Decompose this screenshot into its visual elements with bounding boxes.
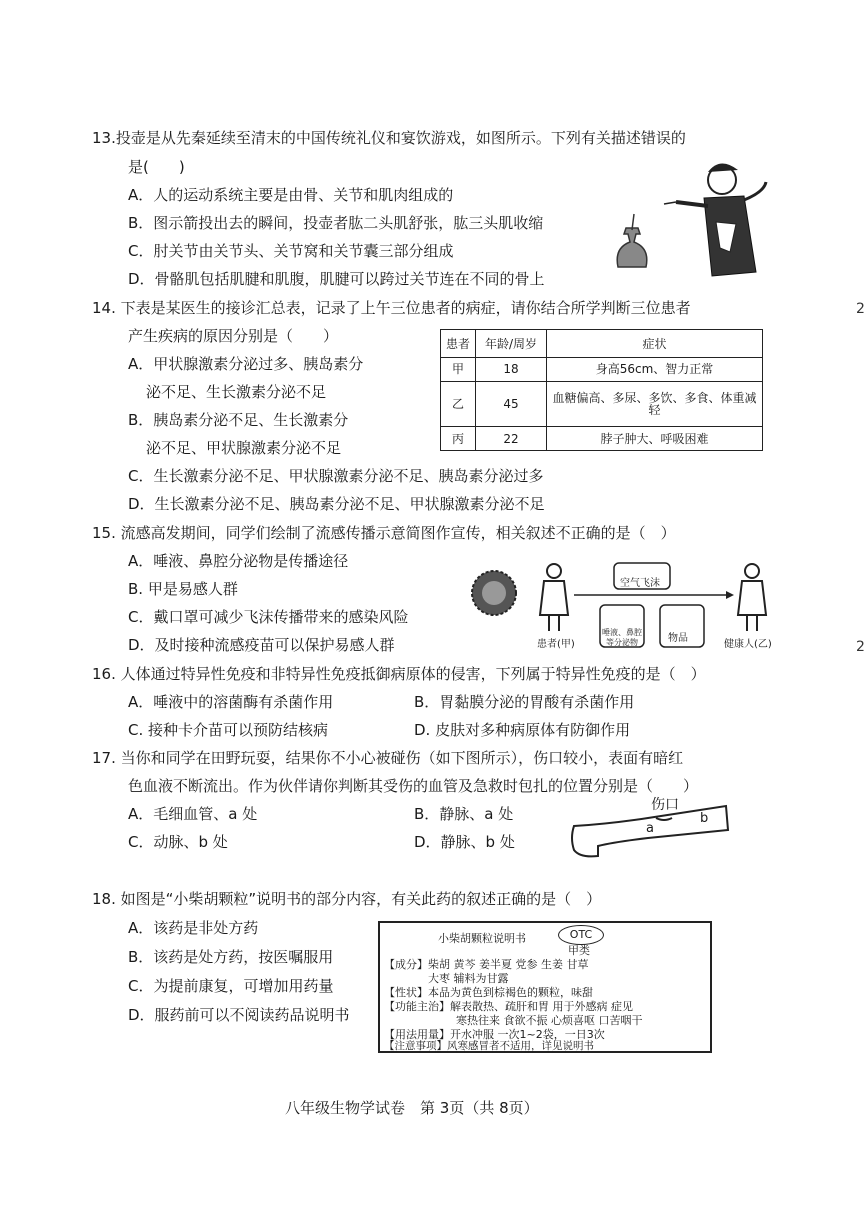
q15-option-b: B. 甲是易感人群 [128, 580, 238, 598]
q16-option-a: A．唾液中的溶菌酶有杀菌作用 [128, 693, 334, 711]
table-row [441, 381, 763, 427]
table-cell: 血糖偏高、多尿、多饮、多食、体重减轻 [547, 381, 763, 427]
q17-option-a: A．毛细血管、a 处 [128, 805, 258, 823]
q17-stem-line1: 17. 当你和同学在田野玩耍，结果你不小心被碰伤（如下图所示），伤口较小，表面有暗红 [92, 749, 684, 767]
q18-option-b: B．该药是处方药，按医嘱服用 [128, 948, 334, 966]
table-cell: 身高56cm、智力正常 [547, 358, 763, 382]
q18-stem: 18. 如图是“小柴胡颗粒”说明书的部分内容，有关此药的叙述正确的是（ ） [92, 890, 602, 908]
q17-option-b: B．静脉、a 处 [414, 805, 514, 823]
ingredients-line: 【成分】柴胡 黄芩 姜半夏 党参 生姜 甘草 [384, 958, 589, 971]
q14-option-a2: 泌不足、生长激素分泌不足 [146, 383, 327, 401]
class-a-label: 甲类 [568, 944, 590, 957]
items-label: 物品 [668, 633, 688, 644]
q15-option-d: D．及时接种流感疫苗可以保护易感人群 [128, 636, 395, 654]
q14-option-b2: 泌不足、甲状腺激素分泌不足 [146, 439, 342, 457]
q14-option-b1: B．胰岛素分泌不足、生长激素分 [128, 411, 349, 429]
indications-line-2: 寒热往来 食欲不振 心烦喜呕 口苦咽干 [456, 1014, 643, 1027]
q18-option-d: D．服药前可以不阅读药品说明书 [128, 1006, 350, 1024]
q17-option-d: D．静脉、b 处 [414, 833, 515, 851]
table-header: 患者 [441, 330, 476, 358]
q15-option-a: A．唾液、鼻腔分泌物是传播途径 [128, 552, 349, 570]
table-cell: 丙 [441, 427, 476, 451]
q14-option-d: D．生长激素分泌不足、胰岛素分泌不足、甲状腺激素分泌不足 [128, 495, 545, 513]
point-a-label: a [646, 821, 654, 836]
table-cell: 脖子肿大、呼吸困难 [547, 427, 763, 451]
patient-label: 患者(甲) [537, 639, 575, 650]
q14-stem-line2: 产生疾病的原因分别是（ ） [128, 327, 339, 345]
table-row [441, 358, 763, 382]
wound-label: 伤口 [651, 797, 679, 813]
q14-option-c: C．生长激素分泌不足、甲状腺激素分泌不足、胰岛素分泌过多 [128, 467, 544, 485]
q18-option-c: C．为提前康复，可增加用药量 [128, 977, 334, 995]
q13-option-b: B．图示箭投出去的瞬间，投壶者肱二头肌舒张，肱三头肌收缩 [128, 214, 544, 232]
q18-option-a: A．该药是非处方药 [128, 919, 259, 937]
page-footer: 八年级生物学试卷 第 3页（共 8页） [285, 1099, 539, 1117]
table-row [441, 427, 763, 451]
patient-table [440, 329, 763, 451]
table-cell: 乙 [441, 381, 476, 427]
otc-badge: OTC [558, 925, 604, 945]
q16-option-d: D. 皮肤对多种病原体有防御作用 [414, 721, 631, 739]
table-header: 症状 [547, 330, 763, 358]
q13-stem-line1: 13.投壶是从先秦延续至清末的中国传统礼仪和宴饮游戏，如图所示。下列有关描述错误的 [92, 129, 686, 147]
air-droplet-label: 空气飞沫 [620, 578, 660, 589]
table-header-row [441, 330, 763, 358]
indications-line: 【功能主治】解表散热、疏肝和胃 用于外感病 症见 [384, 1000, 633, 1013]
q15-stem: 15. 流感高发期间，同学们绘制了流感传播示意简图作宣传，相关叙述不正确的是（ ） [92, 524, 676, 542]
saliva-label: 唾液、鼻腔等分泌物 [602, 628, 642, 647]
instruction-title: 小柴胡颗粒说明书 [438, 932, 526, 945]
q17-stem-line2: 色血液不断流出。作为伙伴请你判断其受伤的血管及急救时包扎的位置分别是（ ） [128, 777, 699, 795]
q13-option-a: A．人的运动系统主要是由骨、关节和肌肉组成的 [128, 186, 454, 204]
q17-option-c: C．动脉、b 处 [128, 833, 228, 851]
virus-icon [472, 571, 516, 615]
table-cell: 甲 [441, 358, 476, 382]
ingredients-line-2: 大枣 辅料为甘露 [428, 972, 509, 985]
drug-instruction-box [378, 921, 712, 1053]
q13-stem-line2: 是( ) [128, 158, 185, 176]
touhu-figure [604, 152, 774, 282]
edge-mark: 2 [856, 639, 865, 655]
healthy-person-icon [738, 564, 766, 631]
q14-stem-line1: 14. 下表是某医生的接诊汇总表，记录了上午三位患者的病症，请你结合所学判断三位患者 [92, 299, 691, 317]
q13-option-c: C．肘关节由关节头、关节窝和关节囊三部分组成 [128, 242, 454, 260]
q16-stem: 16. 人体通过特异性免疫和非特异性免疫抵御病原体的侵害，下列属于特异性免疫的是（ ） [92, 665, 706, 683]
healthy-person-label: 健康人(乙) [724, 639, 772, 650]
table-cell: 22 [476, 427, 547, 451]
q16-option-c: C. 接种卡介苗可以预防结核病 [128, 721, 329, 739]
properties-line: 【性状】本品为黄色到棕褐色的颗粒，味甜 [384, 986, 593, 999]
q14-option-a1: A．甲状腺激素分泌过多、胰岛素分 [128, 355, 364, 373]
patient-person-icon [540, 564, 568, 631]
table-header: 年龄/周岁 [476, 330, 547, 358]
precautions-line: 【注意事项】风寒感冒者不适用，详见说明书 [384, 1040, 594, 1052]
edge-mark: 2 [856, 301, 865, 317]
point-b-label: b [700, 811, 709, 826]
dosage-line: 【用法用量】开水冲服 一次1~2袋，一日3次 [384, 1028, 605, 1041]
table-cell: 18 [476, 358, 547, 382]
table-cell: 45 [476, 381, 547, 427]
q16-option-b: B．胃黏膜分泌的胃酸有杀菌作用 [414, 693, 635, 711]
q15-option-c: C．戴口罩可减少飞沫传播带来的感染风险 [128, 608, 409, 626]
q13-option-d: D．骨骼肌包括肌腱和肌腹，肌腱可以跨过关节连在不同的骨上 [128, 270, 545, 288]
